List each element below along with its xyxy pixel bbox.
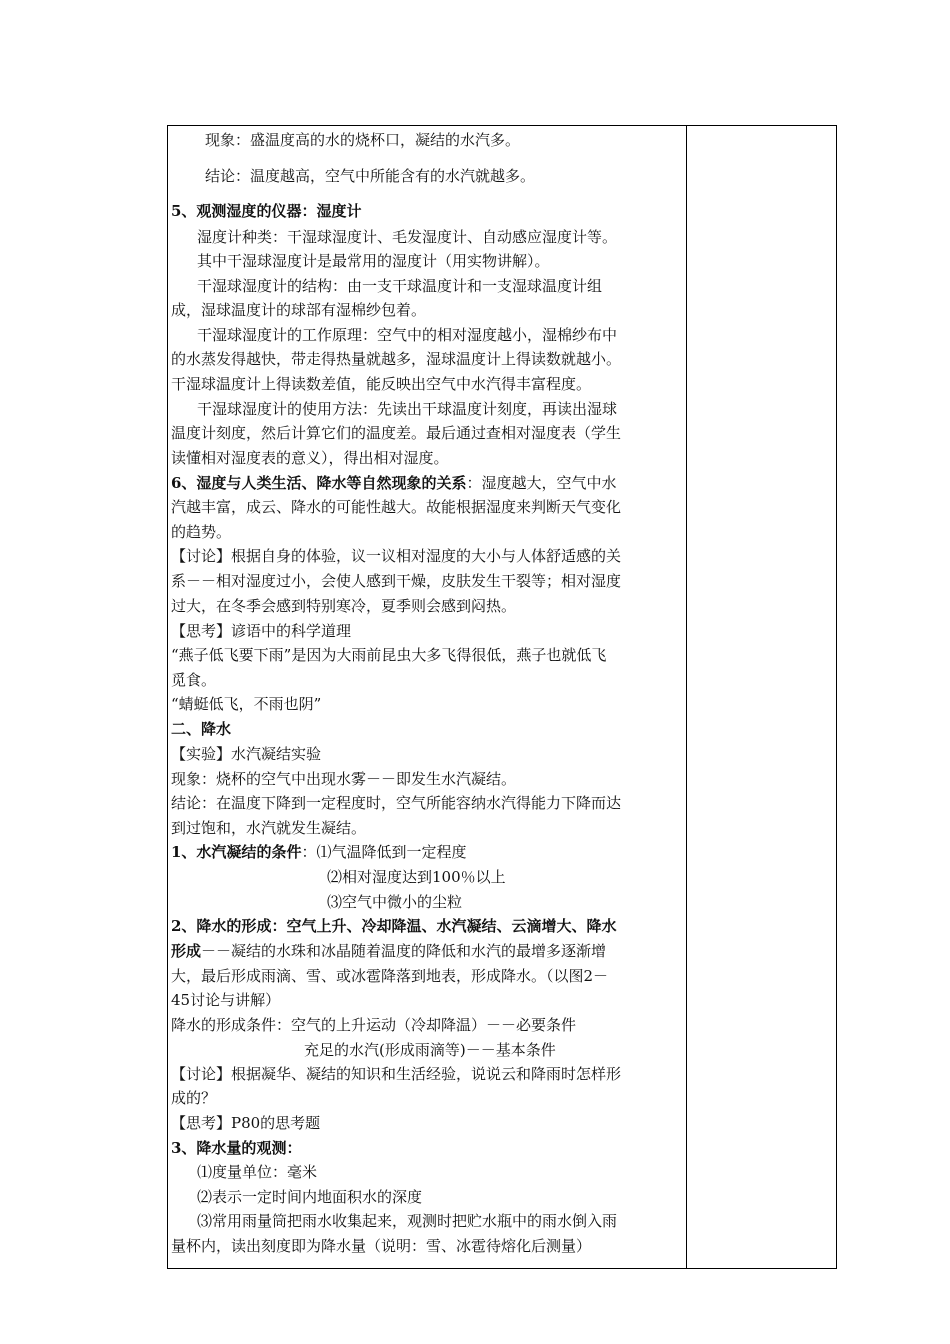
line-20: 【思考】谚语中的科学道理 xyxy=(171,622,352,640)
line-2: 结论：温度越高，空气中所能含有的水汽就越多。 xyxy=(205,167,536,185)
line-8: 干湿球湿度计的工作原理：空气中的相对湿度越小，湿棉纱布中 xyxy=(197,326,618,344)
line-45: 量杯内，读出刻度即为降水量（说明：雪、冰雹待熔化后测量） xyxy=(171,1237,592,1255)
line-41: 3、降水量的观测： xyxy=(171,1139,302,1157)
line-1: 现象：盛温度高的水的烧杯口，凝结的水汽多。 xyxy=(205,131,521,149)
line-38: 【讨论】根据凝华、凝结的知识和生活经验，说说云和降雨时怎样形 xyxy=(171,1065,622,1083)
line-33: 形成－－凝结的水珠和冰晶随着温度的降低和水汽的最增多逐渐增 xyxy=(171,942,607,960)
notes-column xyxy=(687,126,836,1268)
line-29: 1、水汽凝结的条件：⑴气温降低到一定程度 xyxy=(171,843,467,861)
line-6: 干湿球湿度计的结构：由一支干球温度计和一支湿球温度计组 xyxy=(197,277,603,295)
line-25: 【实验】水汽凝结实验 xyxy=(171,745,322,763)
line-42: ⑴度量单位：毫米 xyxy=(197,1163,318,1181)
line-36: 降水的形成条件：空气的上升运动（冷却降温）－－必要条件 xyxy=(171,1016,577,1034)
line-26: 现象：烧杯的空气中出现水雾－－即发生水汽凝结。 xyxy=(171,770,517,788)
line-27: 结论：在温度下降到一定程度时，空气所能容纳水汽得能力下降而达 xyxy=(171,794,622,812)
line-35: 45讨论与讲解） xyxy=(171,991,281,1009)
line-24: 二、降水 xyxy=(171,720,232,738)
line-31: ⑶空气中微小的尘粒 xyxy=(327,893,463,911)
line-13: 读懂相对湿度表的意义），得出相对湿度。 xyxy=(171,449,449,467)
line-44: ⑶常用雨量筒把雨水收集起来，观测时把贮水瓶中的雨水倒入雨 xyxy=(197,1212,618,1230)
line-40: 【思考】P80的思考题 xyxy=(171,1114,321,1132)
line-3: 5、观测湿度的仪器：湿度计 xyxy=(171,202,362,220)
line-37: 充足的水汽(形成雨滴等)－－基本条件 xyxy=(304,1041,556,1059)
line-11: 干湿球湿度计的使用方法：先读出干球温度计刻度，再读出湿球 xyxy=(197,400,618,418)
line-7: 成，湿球温度计的球部有湿棉纱包着。 xyxy=(171,301,427,319)
line-16: 的趋势。 xyxy=(171,523,232,541)
line-9: 的水蒸发得越快，带走得热量就越多，湿球温度计上得读数就越小。 xyxy=(171,350,622,368)
line-4: 湿度计种类：干湿球湿度计、毛发湿度计、自动感应湿度计等。 xyxy=(197,228,618,246)
line-30: ⑵相对湿度达到100％以上 xyxy=(327,868,506,886)
line-39: 成的？ xyxy=(171,1089,217,1107)
line-28: 到过饱和，水汽就发生凝结。 xyxy=(171,819,367,837)
line-19: 过大，在冬季会感到特别寒冷，夏季则会感到闷热。 xyxy=(171,597,517,615)
line-32: 2、降水的形成：空气上升、冷却降温、水汽凝结、云滴增大、降水 xyxy=(171,917,617,935)
line-18: 系－－相对湿度过小，会使人感到干燥，皮肤发生干裂等；相对湿度 xyxy=(171,572,622,590)
line-34: 大，最后形成雨滴、雪、或冰雹降落到地表，形成降水。（以图2－ xyxy=(171,967,609,985)
line-15: 汽越丰富，成云、降水的可能性越大。故能根据湿度来判断天气变化 xyxy=(171,498,622,516)
line-14: 6、湿度与人类生活、降水等自然现象的关系：湿度越大，空气中水 xyxy=(171,474,617,492)
lesson-table xyxy=(167,125,837,1269)
line-43: ⑵表示一定时间内地面积水的深度 xyxy=(197,1188,423,1206)
line-5: 其中干湿球湿度计是最常用的湿度计（用实物讲解）。 xyxy=(197,252,550,270)
line-10: 干湿球温度计上得读数差值，能反映出空气中水汽得丰富程度。 xyxy=(171,375,592,393)
line-12: 温度计刻度，然后计算它们的温度差。最后通过查相对湿度表（学生 xyxy=(171,424,622,442)
line-22: 觅食。 xyxy=(171,671,217,689)
line-23: “蜻蜓低飞，不雨也阴” xyxy=(171,695,322,713)
line-21: “燕子低飞要下雨”是因为大雨前昆虫大多飞得很低，燕子也就低飞 xyxy=(171,646,607,664)
line-17: 【讨论】根据自身的体验，议一议相对湿度的大小与人体舒适感的关 xyxy=(171,547,622,565)
